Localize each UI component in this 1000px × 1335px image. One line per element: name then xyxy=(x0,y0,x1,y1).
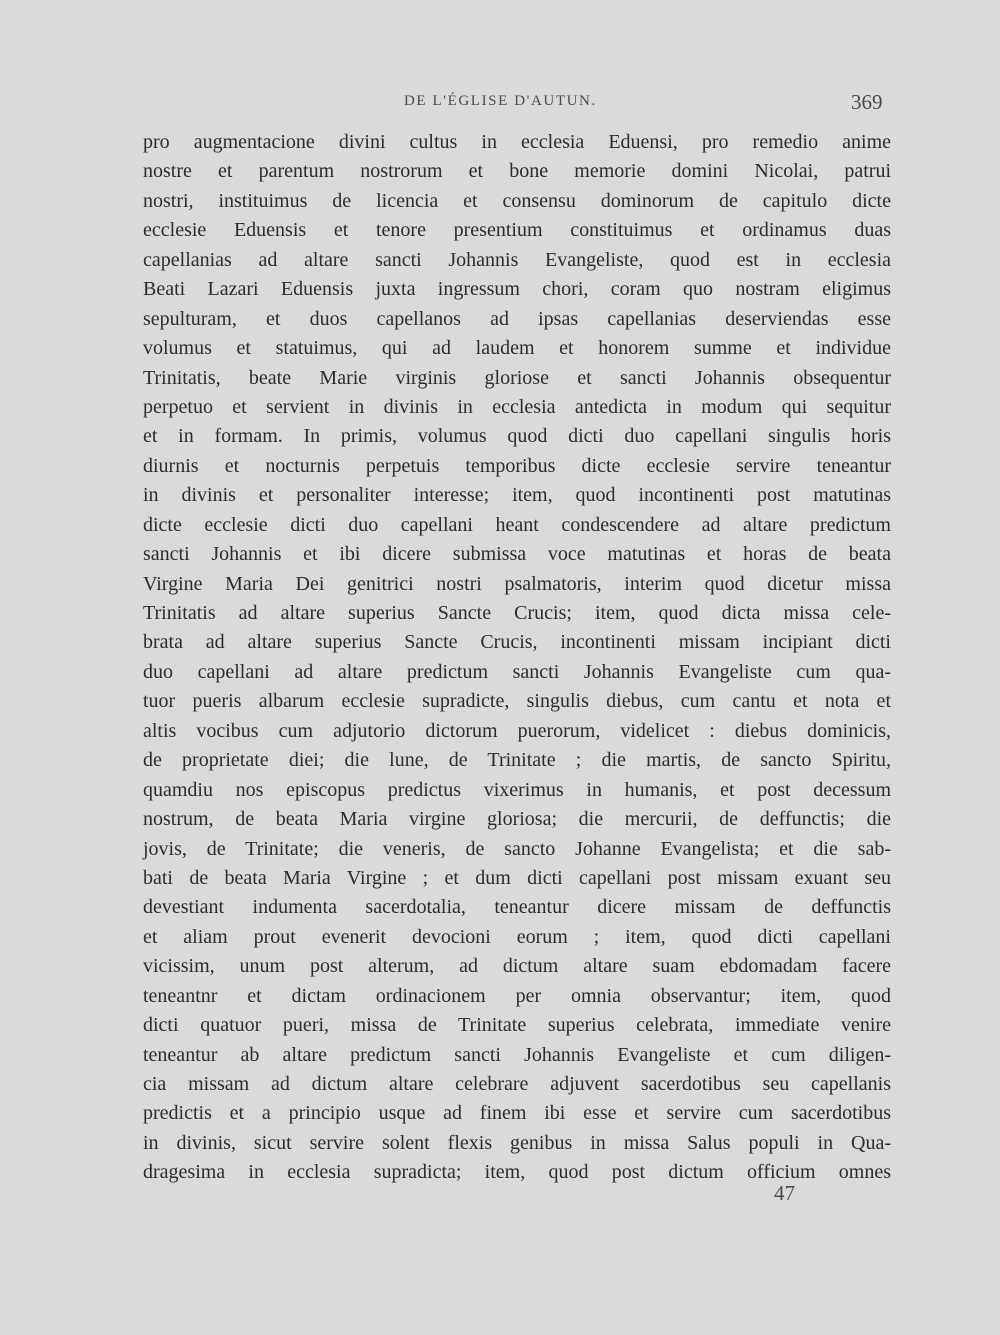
text-line: bati de beata Maria Virgine ; et dum dicti capellani post missam exuant seu xyxy=(143,866,891,889)
text-line: ecclesie Eduensis et tenore presentium constituimus et ordinamus duas xyxy=(143,219,891,242)
text-line: Trinitatis, beate Marie virginis gloriose et sancti Johannis obsequentur xyxy=(143,366,891,389)
text-line: volumus et statuimus, qui ad laudem et honorem summe et individue xyxy=(143,337,891,360)
text-line: Virgine Maria Dei genitrici nostri psalmatoris, interim quod dicetur missa xyxy=(143,572,891,595)
text-line: duo capellani ad altare predictum sancti Johannis Evangeliste cum qua- xyxy=(143,660,891,683)
text-line: devestiant indumenta sacerdotalia, teneantur dicere missam de deffunctis xyxy=(143,896,891,919)
text-line: de proprietate diei; die lune, de Trinitate ; die martis, de sancto Spiritu, xyxy=(143,749,891,772)
text-line: nostrum, de beata Maria virgine gloriosa; die mercurii, de deffunctis; die xyxy=(143,808,891,831)
text-line: dragesima in ecclesia supradicta; item, quod post dictum officium omnes xyxy=(143,1161,891,1184)
text-line: teneantnr et dictam ordinacionem per omnia observantur; item, quod xyxy=(143,984,891,1007)
text-line: sancti Johannis et ibi dicere submissa voce matutinas et horas de beata xyxy=(143,543,891,566)
text-line: altis vocibus cum adjutorio dictorum puerorum, videlicet : diebus dominicis, xyxy=(143,719,891,742)
text-line: Trinitatis ad altare superius Sancte Crucis; item, quod dicta missa cele- xyxy=(143,602,891,624)
text-line: predictis et a principio usque ad finem ibi esse et servire cum sacerdotibus xyxy=(143,1102,891,1125)
text-line: tuor pueris albarum ecclesie supradicte, singulis diebus, cum cantu et nota et xyxy=(143,690,891,713)
text-line: teneantur ab altare predictum sancti Johannis Evangeliste et cum diligen- xyxy=(143,1043,891,1066)
text-line: dicti quatuor pueri, missa de Trinitate superius celebrata, immediate venire xyxy=(143,1014,891,1037)
text-line: diurnis et nocturnis perpetuis temporibus dicte ecclesie servire teneantur xyxy=(143,454,891,477)
text-line: vicissim, unum post alterum, ad dictum altare suam ebdomadam facere xyxy=(143,955,891,978)
text-line: in divinis et personaliter interesse; item, quod incontinenti post matutinas xyxy=(143,484,891,507)
text-line: in divinis, sicut servire solent flexis genibus in missa Salus populi in Qua- xyxy=(143,1131,891,1154)
text-line: sepulturam, et duos capellanos ad ipsas capellanias deserviendas esse xyxy=(143,307,891,330)
page-number: 369 xyxy=(851,90,883,114)
text-line: brata ad altare superius Sancte Crucis, incontinenti missam incipiant dicti xyxy=(143,631,891,654)
text-line: nostri, instituimus de licencia et consensu dominorum de capitulo dicte xyxy=(143,189,891,212)
text-line: Beati Lazari Eduensis juxta ingressum chori, coram quo nostram eligimus xyxy=(143,278,891,301)
text-line: et aliam prout evenerit devocioni eorum ; item, quod dicti capellani xyxy=(143,925,891,948)
text-line: dicte ecclesie dicti duo capellani heant condescendere ad altare predictum xyxy=(143,513,891,536)
text-line: jovis, de Trinitate; die veneris, de sancto Johanne Evangelista; et die sab- xyxy=(143,837,891,860)
text-line: nostre et parentum nostrorum et bone memorie domini Nicolai, patrui xyxy=(143,160,891,183)
text-line: perpetuo et servient in divinis in ecclesia antedicta in modum qui sequitur xyxy=(143,395,891,418)
text-line: cia missam ad dictum altare celebrare adjuvent sacerdotibus seu capellanis xyxy=(143,1073,891,1095)
body-text xyxy=(143,128,891,1188)
running-title: DE L'ÉGLISE D'AUTUN. xyxy=(404,93,597,109)
text-line: pro augmentacione divini cultus in ecclesia Eduensi, pro remedio anime xyxy=(143,131,891,153)
text-line: quamdiu nos episcopus predictus vixerimus in humanis, et post decessum xyxy=(143,778,891,801)
signature-mark: 47 xyxy=(774,1181,795,1205)
text-line: capellanias ad altare sancti Johannis Evangeliste, quod est in ecclesia xyxy=(143,248,891,271)
text-line: et in formam. In primis, volumus quod dicti duo capellani singulis horis xyxy=(143,425,891,448)
